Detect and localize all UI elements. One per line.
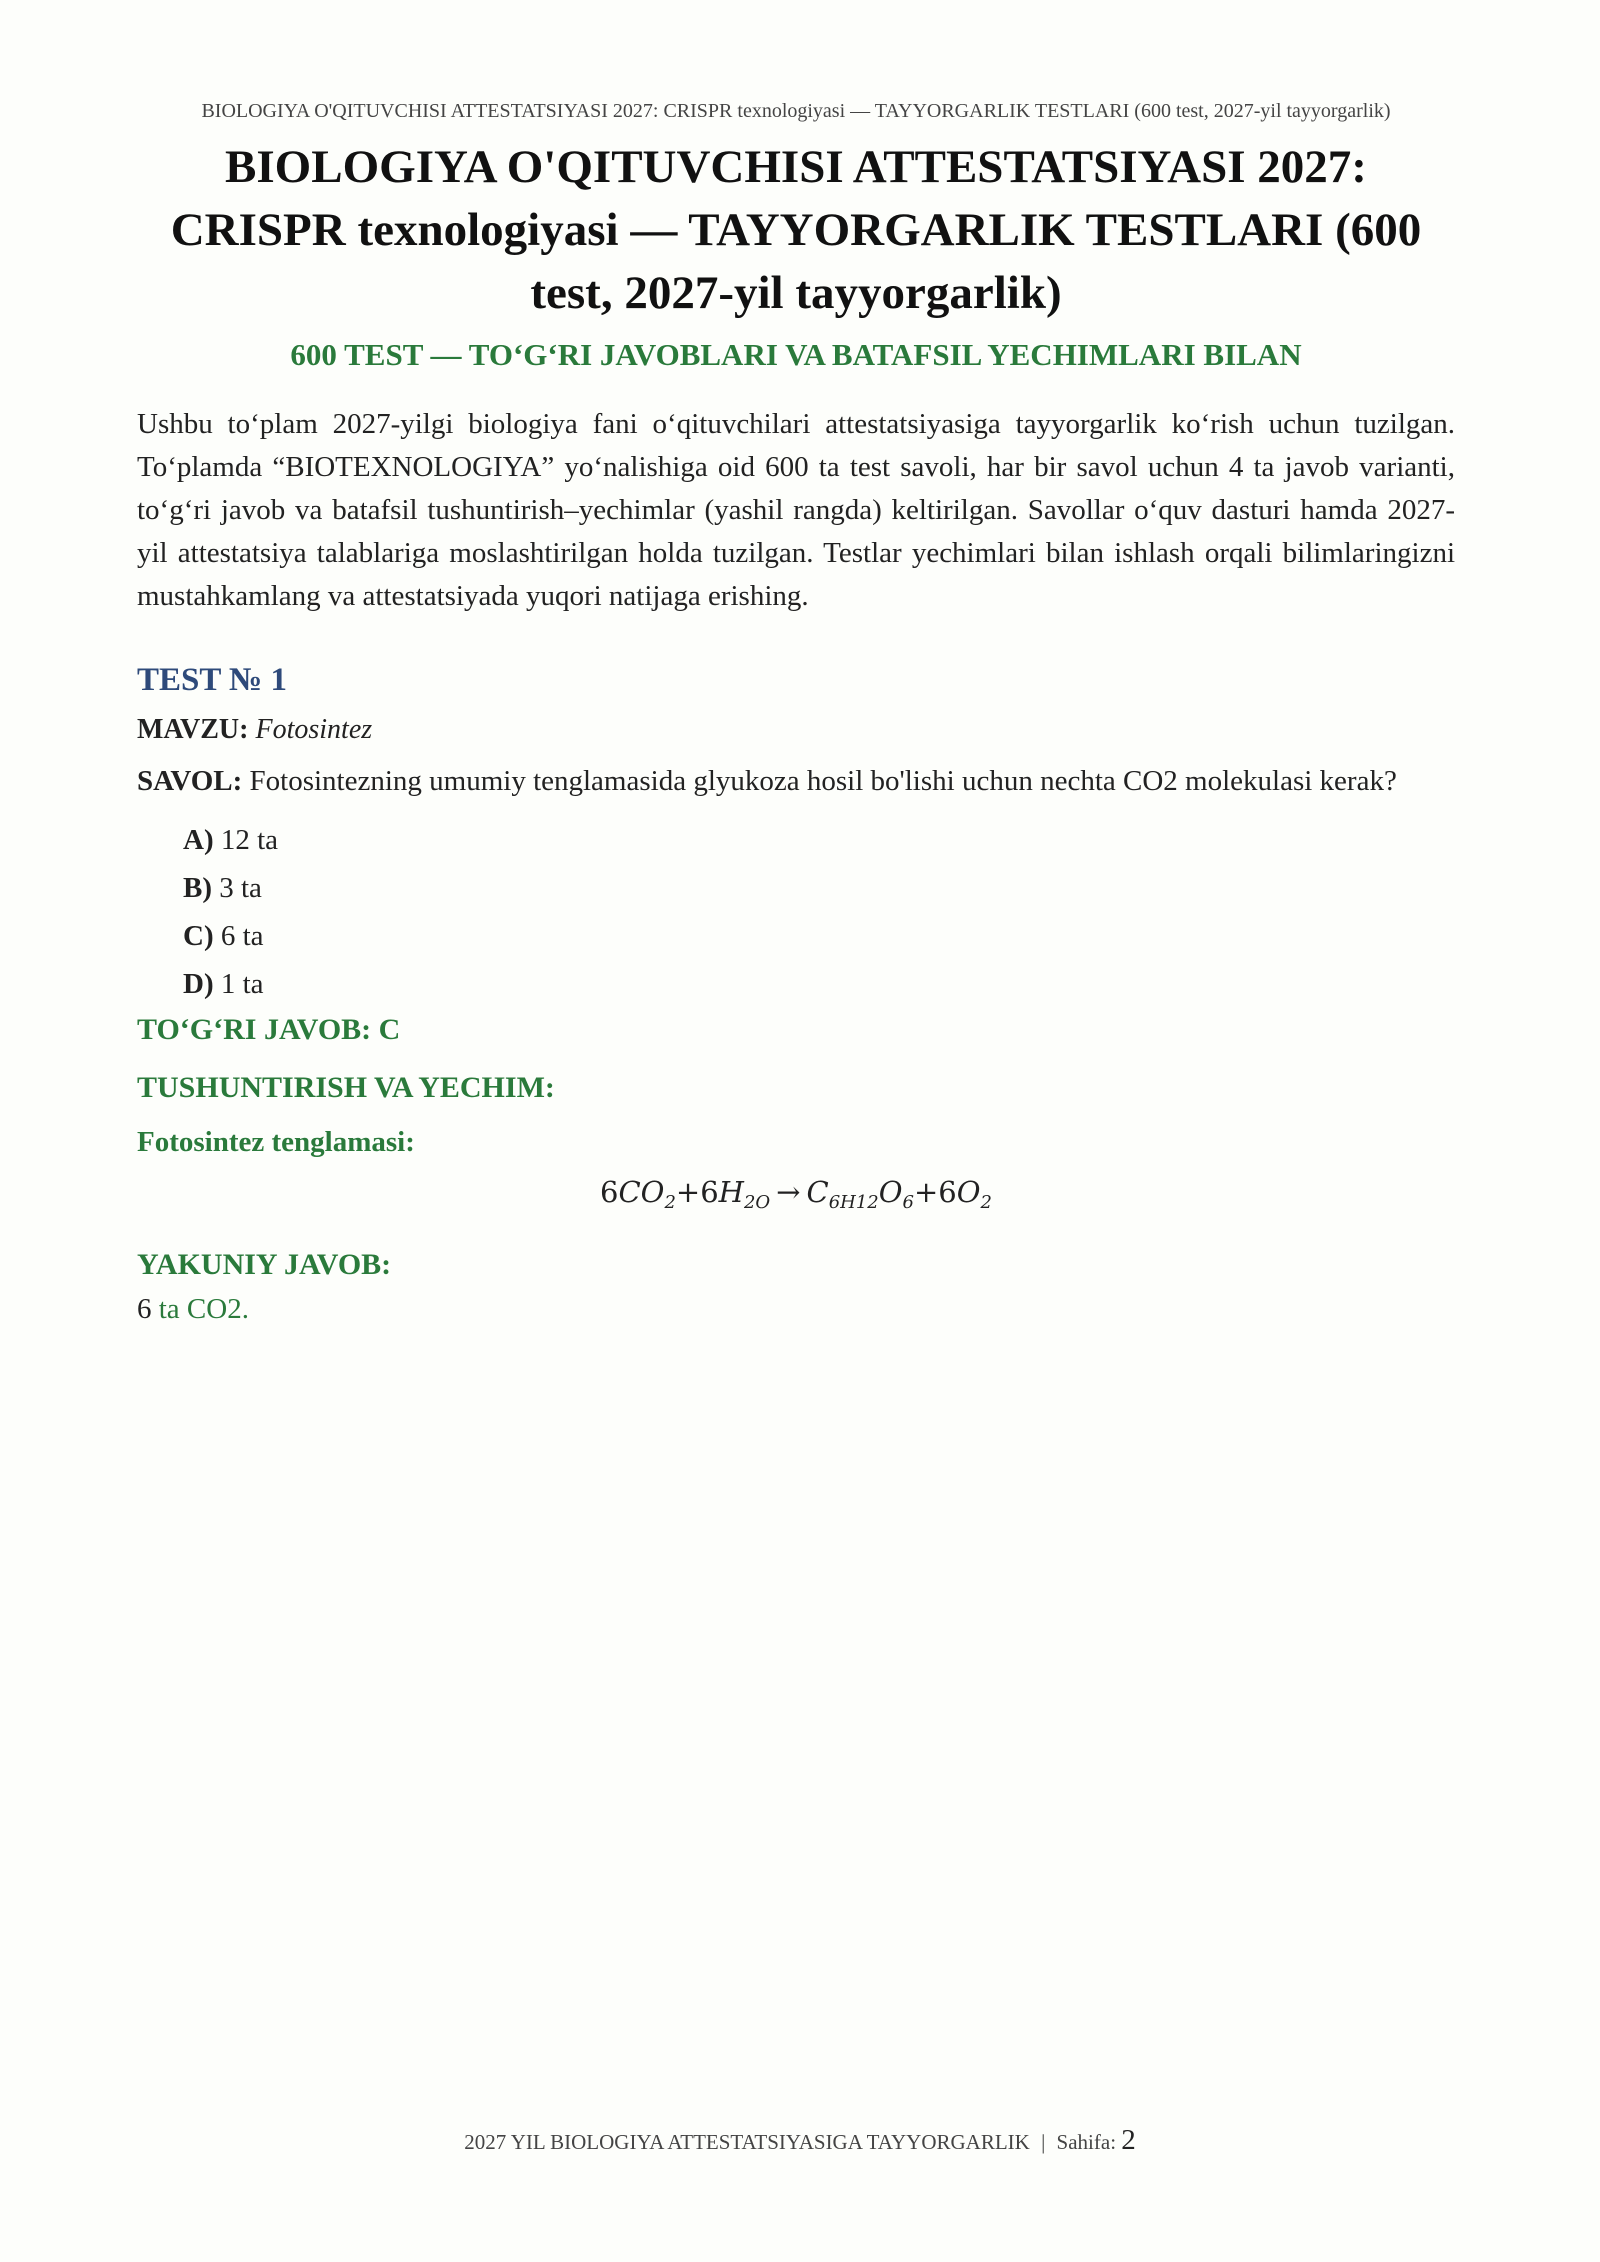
plus-sign: + [675, 1175, 701, 1209]
title-line: test, 2027-yil tayyorgarlik) [530, 267, 1062, 319]
coef: 6 [600, 1175, 619, 1209]
page-subtitle: 600 TEST — TO‘G‘RI JAVOBLARI VA BATAFSIL YECHIMLARI BILAN [290, 337, 1302, 372]
test-heading: TEST № 1 [137, 662, 287, 698]
subscript: 2O [743, 1192, 771, 1213]
answer-options [137, 816, 1455, 1008]
option-text: 12 ta [220, 824, 279, 856]
footer-text: 2027 YIL BIOLOGIYA ATTESTATSIYASIGA TAYYORGARLIK [464, 2130, 1030, 2154]
coef: 6 [700, 1175, 719, 1209]
page-title [137, 136, 1455, 325]
title-line: CRISPR texnologiyasi — TAYYORGARLIK TESTLARI (600 [170, 204, 1422, 256]
topic-label: MAVZU: [137, 714, 249, 745]
title-line: BIOLOGIYA O'QITUVCHISI ATTESTATSIYASI 2027: [225, 141, 1367, 193]
subscript: 6 [902, 1192, 914, 1213]
final-number: 6 [137, 1293, 152, 1325]
option-text: 1 ta [220, 968, 264, 1000]
option-d [183, 960, 1455, 1008]
topic-value: Fotosintez [255, 714, 373, 745]
option-a [183, 816, 1455, 864]
arrow-icon: → [776, 1175, 801, 1209]
subscript: 2 [980, 1192, 992, 1213]
footer-separator: | [1041, 2130, 1046, 2154]
plus-sign: + [913, 1175, 939, 1209]
question-text: Fotosintezning umumiy tenglamasida glyukoza hosil bo'lishi uchun nechta CO2 molekulasi kerak? [249, 765, 1397, 797]
running-header: BIOLOGIYA O'QITUVCHISI ATTESTATSIYASI 2027: CRISPR texnologiyasi — TAYYORGARLIK TESTLARI (600 test, 2027-yil tayyorgarlik) [201, 100, 1391, 122]
question [137, 760, 1455, 802]
option-c [183, 912, 1455, 960]
coef: 6 [938, 1175, 957, 1209]
term: O [956, 1175, 981, 1209]
option-letter: B) [183, 872, 212, 904]
option-letter: A) [183, 824, 214, 856]
option-b [183, 864, 1455, 912]
subscript: 2 [664, 1192, 676, 1213]
formula-label: Fotosintez tenglamasi: [137, 1126, 415, 1158]
term: O [878, 1175, 903, 1209]
intro-paragraph: Ushbu to‘plam 2027-yilgi biologiya fani o‘qituvchilari attestatsiyasiga tayyorgarlik ko‘rish uchun tuzilgan. To‘plamda “BIOTEXNOLOGIYA” yo‘nalishiga oid 600 ta test savoli, har bir savol uchun 4 ta javob varianti, to‘g‘ri javob va batafsil tushuntirish–yechimlar (yashil rangda) keltirilgan. Savollar o‘quv dasturi hamda 2027-yil attestatsiya talablariga moslashtirilgan holda tuzilgan. Testlar yechimlari bilan ishlash orqali bilimlaringizni mustahkamlang va attestatsiyada yuqori natijaga erishing. [137, 408, 1455, 612]
final-answer-heading: YAKUNIY JAVOB: [137, 1248, 392, 1281]
final-answer [137, 1289, 1455, 1329]
term: H [718, 1175, 744, 1209]
footer-page-label: Sahifa: [1056, 2130, 1117, 2154]
subscript: 6H12 [828, 1192, 879, 1213]
option-letter: C) [183, 920, 214, 952]
option-text: 3 ta [219, 872, 262, 904]
term: C [618, 1175, 641, 1209]
question-label: SAVOL: [137, 765, 243, 797]
option-text: 6 ta [220, 920, 264, 952]
term: C [806, 1175, 829, 1209]
correct-answer: TO‘G‘RI JAVOB: C [137, 1013, 401, 1046]
page-number: 2 [1121, 2124, 1136, 2156]
document-page [137, 0, 1455, 1329]
explanation-heading: TUSHUNTIRISH VA YECHIM: [137, 1071, 555, 1104]
final-text: ta CO2. [158, 1293, 249, 1325]
topic-line [137, 712, 1455, 748]
term: O [640, 1175, 665, 1209]
option-letter: D) [183, 968, 214, 1000]
photosynthesis-equation [137, 1172, 1455, 1223]
page-footer [0, 2124, 1600, 2158]
